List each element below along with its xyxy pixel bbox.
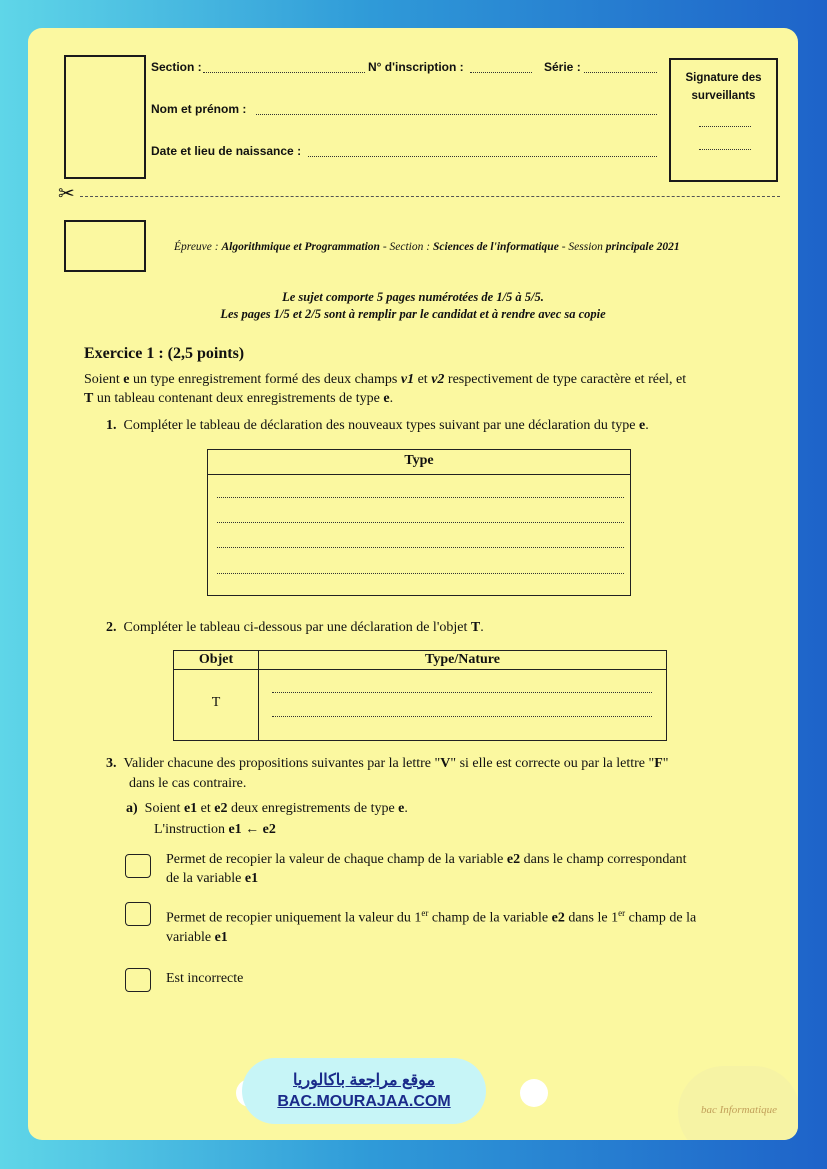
q2-bold: T — [470, 620, 481, 635]
type-nature-line-1[interactable] — [272, 692, 652, 693]
code-box — [64, 220, 146, 272]
q1-number: 1. — [106, 418, 117, 433]
instruction-label: L'instruction — [154, 822, 229, 837]
opt2-text: Permet de recopier uniquement la valeur du 1 — [166, 910, 422, 926]
watermark-badge — [678, 1066, 798, 1140]
q1-bold: e — [638, 418, 646, 433]
nom-field[interactable] — [256, 114, 657, 115]
intro-e2: e — [383, 391, 390, 406]
footer-arabic: موقع مراجعة باكالوريا — [293, 1072, 435, 1089]
notice-line-1: Le sujet comporte 5 pages numérotées de 1/5 à 5/5. — [282, 290, 544, 304]
q3-f: F — [654, 756, 663, 771]
watermark-text: bac Informatique — [700, 1104, 778, 1116]
type-nature-col-header: Type/Nature — [259, 651, 666, 670]
signature-title: Signature des surveillants — [685, 72, 762, 102]
opt1-e1: e1 — [244, 871, 259, 886]
exercise-title: Exercice 1 : (2,5 points) — [84, 345, 245, 362]
q3a-body: Soient — [144, 801, 184, 816]
q3a-body: . — [404, 801, 408, 816]
q3-text — [106, 754, 766, 773]
signature-line-1 — [699, 126, 751, 127]
intro-T: T — [84, 391, 94, 406]
q2-number: 2. — [106, 620, 117, 635]
opt1-text: Permet de recopier la valeur de chaque champ de la variable — [166, 852, 507, 867]
type-line-3[interactable] — [217, 547, 624, 548]
section-field[interactable] — [203, 72, 365, 73]
opt2-text: variable — [166, 929, 215, 945]
intro-e: e — [123, 372, 130, 387]
intro-text: et — [414, 372, 432, 387]
footer-site[interactable]: BAC.MOURAJAA.COM — [277, 1093, 451, 1110]
date-label: Date et lieu de naissance : — [151, 144, 302, 158]
q2-text — [106, 618, 484, 637]
section-label: Section : — [151, 60, 202, 74]
q3a-body: deux enregistrements de type — [227, 801, 399, 816]
opt2-text: dans le 1 — [564, 910, 619, 926]
option-3-checkbox[interactable] — [125, 968, 151, 992]
epreuve-section-prefix: - Section : — [379, 241, 433, 253]
option-1-text — [166, 850, 766, 888]
q3-body: " si elle est correcte ou par la lettre " — [450, 756, 655, 771]
nom-label: Nom et prénom : — [151, 102, 247, 116]
q1-body: Compléter le tableau de déclaration des nouveaux types suivant par une déclaration du type — [123, 418, 639, 433]
q3a-text — [126, 799, 408, 818]
epreuve-line — [174, 241, 680, 253]
epreuve-subject: Algorithmique et Programmation — [221, 241, 380, 253]
opt2-text: champ de la variable — [428, 910, 552, 926]
serie-label: Série : — [544, 60, 581, 74]
opt2-sup: er — [421, 908, 429, 918]
opt2-sup2: er — [618, 908, 626, 918]
type-line-4[interactable] — [217, 573, 624, 574]
q1-end: . — [645, 418, 649, 433]
objet-cell: T — [211, 695, 221, 710]
q3-v: V — [440, 756, 451, 771]
opt1-text: de la variable — [166, 871, 245, 886]
inscription-field[interactable] — [470, 72, 532, 73]
notice-line-2: Les pages 1/5 et 2/5 sont à remplir par le candidat et à rendre avec sa copie — [220, 307, 606, 321]
q3-body: Valider chacune des propositions suivantes par la lettre " — [123, 756, 441, 771]
option-1-checkbox[interactable] — [125, 854, 151, 878]
q3a-body: et — [197, 801, 215, 816]
q2-end: . — [480, 620, 484, 635]
signature-box — [669, 58, 778, 182]
q3a-instruction — [154, 820, 276, 839]
type-nature-line-2[interactable] — [272, 716, 652, 717]
objet-table — [173, 650, 667, 741]
photo-box — [64, 55, 146, 179]
option-3-text: Est incorrecte — [166, 971, 244, 986]
exercise-intro — [84, 370, 764, 408]
footer-banner[interactable] — [242, 1058, 486, 1124]
intro-v1: v1 — [400, 372, 415, 387]
scissor-icon: ✂ — [58, 183, 75, 205]
q3-body: " — [662, 756, 669, 771]
intro-text: respectivement de type caractère et réel, et — [444, 372, 687, 387]
q3a-e2: e2 — [214, 801, 228, 816]
opt2-text: champ de la — [625, 910, 697, 926]
q3a-label: a) — [126, 801, 138, 816]
column-divider — [258, 669, 259, 740]
intro-text: Soient — [84, 372, 124, 387]
type-line-1[interactable] — [217, 497, 624, 498]
objet-col-header: Objet — [174, 651, 259, 670]
exam-page — [28, 28, 798, 1140]
q2-body: Compléter le tableau ci-dessous par une déclaration de l'objet — [123, 620, 471, 635]
intro-text: un tableau contenant deux enregistrements de type — [93, 391, 384, 406]
intro-text: . — [389, 391, 394, 406]
opt2-e2: e2 — [551, 910, 565, 926]
epreuve-section: Sciences de l'informatique — [432, 241, 559, 253]
epreuve-prefix: Épreuve : — [174, 241, 222, 253]
q3a-e1: e1 — [183, 801, 198, 816]
q3-text-line2: dans le cas contraire. — [129, 776, 247, 791]
date-field[interactable] — [308, 156, 657, 157]
serie-field[interactable] — [584, 72, 657, 73]
cut-line — [80, 196, 780, 197]
epreuve-session-prefix: - Session — [558, 241, 606, 253]
intro-v2: v2 — [431, 372, 445, 387]
opt1-text: dans le champ correspondant — [520, 852, 687, 867]
option-2-text — [166, 904, 766, 947]
option-2-checkbox[interactable] — [125, 902, 151, 926]
opt1-e2: e2 — [506, 852, 521, 867]
opt2-e1: e1 — [214, 929, 228, 945]
q1-text — [106, 416, 649, 435]
q3a-e: e — [398, 801, 405, 816]
type-line-2[interactable] — [217, 522, 624, 523]
instruction-code: e1 ← e2 — [228, 822, 276, 837]
q3-number: 3. — [106, 756, 117, 771]
signature-line-2 — [699, 149, 751, 150]
type-table — [207, 449, 631, 596]
inscription-label: N° d'inscription : — [368, 60, 464, 74]
right-logo-icon — [520, 1079, 548, 1107]
intro-text: un type enregistrement formé des deux champs — [129, 372, 401, 387]
type-table-header: Type — [208, 450, 630, 475]
epreuve-session: principale 2021 — [605, 241, 680, 253]
